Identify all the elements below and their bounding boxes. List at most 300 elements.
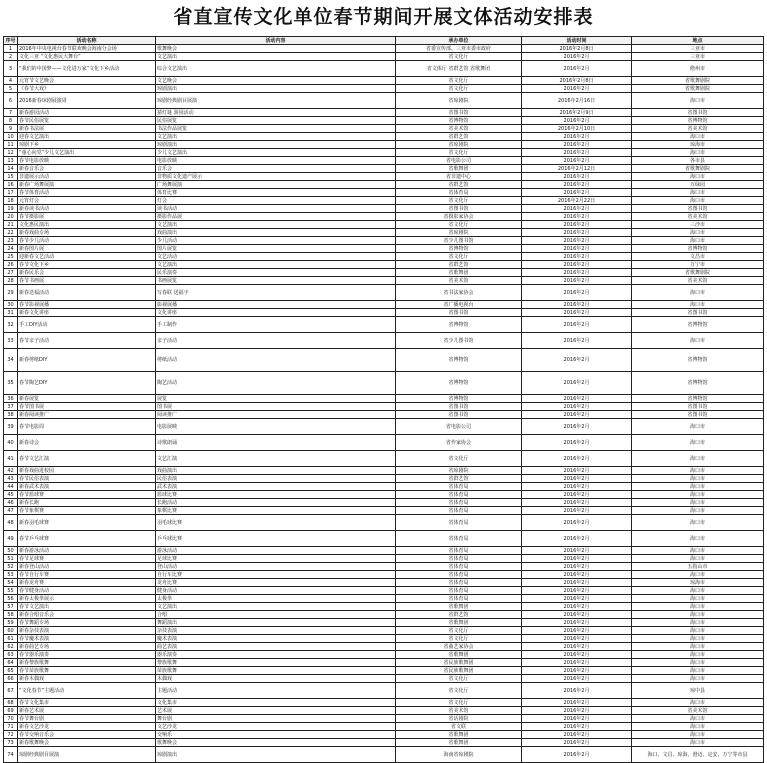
cell-no: 35 (4, 372, 18, 395)
cell-time: 2016年2月 (522, 747, 632, 763)
cell-location: 海口市 (632, 659, 764, 667)
table-row (4, 221, 764, 229)
cell-org: 省文化厅 (396, 699, 522, 707)
cell-name: 春节民俗表演 (18, 475, 156, 483)
table-row (4, 699, 764, 707)
cell-name: 新春音乐会 (18, 165, 156, 173)
cell-time: 2016年2月 (522, 372, 632, 395)
table-row (4, 245, 764, 253)
cell-no: 18 (4, 197, 18, 205)
cell-location: 海口市 (632, 491, 764, 499)
cell-time: 2016年2月 (522, 707, 632, 715)
cell-org: 省图书馆 (396, 309, 522, 317)
cell-content: 交响乐 (156, 731, 396, 739)
table-row (4, 739, 764, 747)
table-row (4, 117, 764, 125)
cell-org: 省琼剧院 (396, 93, 522, 109)
cell-content: 琼剧演出 (156, 85, 396, 93)
cell-content: 乒乓球比赛 (156, 531, 396, 547)
cell-org: 省博物馆 (396, 349, 522, 372)
cell-content: 羽毛球比赛 (156, 515, 396, 531)
cell-no: 70 (4, 715, 18, 723)
table-row (4, 133, 764, 141)
cell-org: 省民族歌舞团 (396, 659, 522, 667)
cell-content: 摄影作品展 (156, 213, 396, 221)
cell-time: 2016年2月 (522, 261, 632, 269)
cell-location: 省博物馆 (632, 117, 764, 125)
cell-time: 2016年2月 (522, 619, 632, 627)
cell-location: 海口、文昌、琼海、澄迈、定安、万宁等市县 (632, 747, 764, 763)
cell-name: 新春游园活动 (18, 109, 156, 117)
table-row (4, 715, 764, 723)
cell-name: 元宵节文艺晚会 (18, 77, 156, 85)
cell-org: 省群艺馆 (396, 181, 522, 189)
cell-content: 写春联 送福字 (156, 285, 396, 301)
cell-name: 春节影视展播 (18, 301, 156, 309)
cell-location: 海口市 (632, 333, 764, 349)
cell-no: 3 (4, 61, 18, 77)
cell-org: 省琼剧院 (396, 229, 522, 237)
table-row (4, 627, 764, 635)
cell-name: “文化春节”主题活动 (18, 683, 156, 699)
cell-org: 省群艺馆 (396, 133, 522, 141)
cell-org: 省博物馆 (396, 317, 522, 333)
cell-time: 2016年2月 (522, 205, 632, 213)
cell-time: 2016年2月 (522, 333, 632, 349)
cell-org: 省少儿图书馆 (396, 237, 522, 245)
cell-content: 歌舞晚会 (156, 739, 396, 747)
cell-time: 2016年2月 (522, 237, 632, 245)
cell-org: 省歌舞团 (396, 269, 522, 277)
table-row (4, 109, 764, 117)
cell-content: 长跑活动 (156, 499, 396, 507)
cell-content: 文艺晚会 (156, 77, 396, 85)
cell-content: 木偶戏 (156, 675, 396, 683)
cell-time: 2016年2月 (522, 309, 632, 317)
cell-content: 阅读推广 (156, 411, 396, 419)
cell-no: 20 (4, 213, 18, 221)
cell-no: 24 (4, 245, 18, 253)
cell-org: 省歌舞团 (396, 619, 522, 627)
cell-name: 新春游泳活动 (18, 547, 156, 555)
cell-name: 新春阅读推广 (18, 411, 156, 419)
cell-no: 32 (4, 317, 18, 333)
table-row (4, 587, 764, 595)
cell-content: 苗族歌舞 (156, 667, 396, 675)
cell-time: 2016年2月 (522, 547, 632, 555)
cell-no: 37 (4, 403, 18, 411)
cell-time: 2016年2月 (522, 277, 632, 285)
cell-org: 省体育局 (396, 547, 522, 555)
table-row (4, 619, 764, 627)
cell-name: 琼剧经典剧目展演 (18, 747, 156, 763)
cell-name: 春节陶艺DIY (18, 372, 156, 395)
table-row (4, 515, 764, 531)
cell-content: 曲艺表演 (156, 643, 396, 651)
cell-name: 新春展览 (18, 395, 156, 403)
table-row (4, 419, 764, 435)
cell-time: 2016年2月 (522, 181, 632, 189)
cell-org: 省群艺馆 (396, 261, 522, 269)
cell-location: 三亚市 (632, 53, 764, 61)
cell-content: 文艺演出 (156, 221, 396, 229)
cell-org: 省曲艺家协会 (396, 643, 522, 651)
cell-name: 春节舞台剧 (18, 715, 156, 723)
cell-no: 43 (4, 475, 18, 483)
cell-no: 21 (4, 221, 18, 229)
cell-time: 2016年2月 (522, 659, 632, 667)
cell-name: 新春黎族歌舞 (18, 659, 156, 667)
cell-time: 2016年2月 (522, 141, 632, 149)
cell-org: 省美术馆 (396, 277, 522, 285)
cell-no: 31 (4, 309, 18, 317)
cell-time: 2016年2月 (522, 491, 632, 499)
cell-time: 2016年2月 (522, 475, 632, 483)
cell-no: 33 (4, 333, 18, 349)
cell-no: 12 (4, 149, 18, 157)
cell-name: 春节少儿活动 (18, 237, 156, 245)
header-content: 活动内容 (156, 37, 396, 45)
cell-org: 省体育局 (396, 189, 522, 197)
cell-no: 60 (4, 627, 18, 635)
cell-no: 6 (4, 93, 18, 109)
cell-time: 2016年2月 (522, 117, 632, 125)
table-row (4, 205, 764, 213)
cell-content: 琼剧演出 (156, 747, 396, 763)
cell-location: 省博物馆 (632, 317, 764, 333)
cell-name: 春节摄影展 (18, 213, 156, 221)
table-header-row (4, 37, 764, 45)
cell-location: 海口市 (632, 595, 764, 603)
table-row (4, 635, 764, 643)
cell-name: 春节书画展 (18, 277, 156, 285)
cell-time: 2016年2月 (522, 61, 632, 77)
cell-location: 省图书馆 (632, 109, 764, 117)
table-row (4, 507, 764, 515)
cell-name: 新春图片展 (18, 245, 156, 253)
cell-time: 2016年2月 (522, 229, 632, 237)
cell-name: 文化惠民演出 (18, 221, 156, 229)
table-row (4, 483, 764, 491)
cell-content: 书画展览 (156, 277, 396, 285)
cell-name: 春节舞蹈专场 (18, 619, 156, 627)
cell-location: 海口市 (632, 739, 764, 747)
cell-location: 海口市 (632, 419, 764, 435)
cell-no: 45 (4, 491, 18, 499)
cell-org: 省博物馆 (396, 372, 522, 395)
table-row (4, 451, 764, 467)
cell-content: 魔术表演 (156, 635, 396, 643)
cell-time: 2016年2月 (522, 587, 632, 595)
cell-name: 迎春文艺演出 (18, 133, 156, 141)
cell-location: 省博物馆 (632, 372, 764, 395)
table-row (4, 411, 764, 419)
cell-content: 戏曲演出 (156, 229, 396, 237)
table-row (4, 667, 764, 675)
cell-name: 春节篮球赛 (18, 491, 156, 499)
cell-no: 26 (4, 261, 18, 269)
cell-time: 2016年2月 (522, 213, 632, 221)
cell-org: 省歌舞团 (396, 731, 522, 739)
cell-time: 2016年2月22日 (522, 197, 632, 205)
cell-name: 新春龙舟赛 (18, 579, 156, 587)
cell-org: 省图书馆 (396, 109, 522, 117)
cell-no: 11 (4, 141, 18, 149)
cell-location: 海口市 (632, 587, 764, 595)
cell-name: 文化三亚 “文化惠民大舞台” (18, 53, 156, 61)
table-row (4, 499, 764, 507)
table-row (4, 475, 764, 483)
cell-content: 舞台剧 (156, 715, 396, 723)
cell-time: 2016年2月 (522, 563, 632, 571)
cell-location: 海口市 (632, 435, 764, 451)
cell-no: 62 (4, 643, 18, 651)
cell-content: 音乐会 (156, 165, 396, 173)
cell-location: 省美术馆 (632, 213, 764, 221)
cell-name: 新春太极拳展示 (18, 595, 156, 603)
cell-time: 2016年2月 (522, 571, 632, 579)
cell-location: 海口市 (632, 651, 764, 659)
cell-org: 省美术馆 (396, 125, 522, 133)
cell-name: 春节文艺演出 (18, 603, 156, 611)
cell-no: 72 (4, 731, 18, 739)
cell-content: 黎族歌舞 (156, 659, 396, 667)
cell-time: 2016年2月 (522, 651, 632, 659)
cell-no: 39 (4, 419, 18, 435)
cell-org: 省文化厅 (396, 675, 522, 683)
cell-location: 海口市 (632, 229, 764, 237)
cell-time: 2016年2月 (522, 595, 632, 603)
cell-no: 66 (4, 675, 18, 683)
cell-time: 2016年2月 (522, 483, 632, 491)
table-row (4, 93, 764, 109)
table-row (4, 277, 764, 285)
cell-location: 省博物馆 (632, 245, 764, 253)
cell-no: 8 (4, 117, 18, 125)
cell-org: 省博物馆 (396, 395, 522, 403)
cell-name: 春节自行车赛 (18, 571, 156, 579)
cell-name: 新春武术表演 (18, 483, 156, 491)
cell-location: 省图书馆 (632, 411, 764, 419)
table-row (4, 53, 764, 61)
cell-location: 万绿园 (632, 181, 764, 189)
cell-content: 图片展览 (156, 245, 396, 253)
cell-org: 省体育局 (396, 483, 522, 491)
cell-content: 展览 (156, 395, 396, 403)
cell-no: 1 (4, 45, 18, 53)
cell-org: 省摄影家协会 (396, 213, 522, 221)
cell-location: 海口市 (632, 699, 764, 707)
cell-no: 34 (4, 349, 18, 372)
cell-name: 春节亲子活动 (18, 333, 156, 349)
cell-time: 2016年2月 (522, 221, 632, 229)
cell-org: 省文化厅 (396, 149, 522, 157)
cell-name: 新春民乐会 (18, 269, 156, 277)
cell-content: 登山活动 (156, 563, 396, 571)
cell-name: 新春合唱音乐会 (18, 611, 156, 619)
cell-location: 省图书馆 (632, 403, 764, 411)
cell-content: 合唱 (156, 611, 396, 619)
cell-org: 省电影公司 (396, 419, 522, 435)
cell-org: 省文化厅 (396, 635, 522, 643)
table-row (4, 707, 764, 715)
cell-name: 春节民俗展览 (18, 117, 156, 125)
cell-org: 省文化厅 (396, 77, 522, 85)
table-row (4, 563, 764, 571)
cell-name: 迎新春文艺活动 (18, 253, 156, 261)
cell-no: 36 (4, 395, 18, 403)
cell-time: 2016年2月 (522, 349, 632, 372)
cell-content: 文化讲座 (156, 309, 396, 317)
cell-location: 省美术馆 (632, 277, 764, 285)
cell-location: 海口市 (632, 603, 764, 611)
cell-no: 71 (4, 723, 18, 731)
cell-location: 海口市 (632, 571, 764, 579)
cell-org: 省书法家协会 (396, 285, 522, 301)
table-row (4, 125, 764, 133)
cell-org: 省图书馆 (396, 403, 522, 411)
cell-content: 非物质文化遗产展示 (156, 173, 396, 181)
cell-content: 读书活动 (156, 205, 396, 213)
table-row (4, 531, 764, 547)
cell-no: 19 (4, 205, 18, 213)
cell-content: 民俗展览 (156, 117, 396, 125)
cell-name: 春节文化下乡 (18, 261, 156, 269)
cell-time: 2016年2月 (522, 435, 632, 451)
cell-name: 2016新春琼剧展演周 (18, 93, 156, 109)
cell-content: 猜灯谜 游园活动 (156, 109, 396, 117)
table-row (4, 149, 764, 157)
cell-org: 省文化厅 (396, 451, 522, 467)
cell-location: 省图书馆 (632, 309, 764, 317)
table-row (4, 213, 764, 221)
cell-time: 2016年2月9日 (522, 109, 632, 117)
cell-location: 海口市 (632, 627, 764, 635)
cell-name: 新春送福活动 (18, 285, 156, 301)
cell-name: 新春木偶戏 (18, 675, 156, 683)
cell-name: 新春书法展 (18, 125, 156, 133)
cell-time: 2016年2月 (522, 133, 632, 141)
cell-time: 2016年2月 (522, 403, 632, 411)
cell-content: 舞蹈演出 (156, 619, 396, 627)
table-row (4, 165, 764, 173)
cell-location: 省歌舞剧院 (632, 269, 764, 277)
cell-name: “我们的中国梦——文化进万家”文化下乡活动 (18, 61, 156, 77)
cell-time: 2016年2月 (522, 173, 632, 181)
table-row (4, 675, 764, 683)
cell-org: 省体育局 (396, 579, 522, 587)
cell-location: 省博物馆 (632, 349, 764, 372)
cell-org: 省体育局 (396, 507, 522, 515)
cell-org: 省文联 (396, 723, 522, 731)
cell-name: 春节魔术表演 (18, 635, 156, 643)
cell-name: 春节健身活动 (18, 587, 156, 595)
cell-location: 海口市 (632, 507, 764, 515)
table-row (4, 683, 764, 699)
cell-name: “童心向党”少儿文艺演出 (18, 149, 156, 157)
cell-time: 2016年2月 (522, 411, 632, 419)
cell-time: 2016年2月 (522, 85, 632, 93)
cell-org: 省体育局 (396, 595, 522, 603)
cell-no: 28 (4, 277, 18, 285)
cell-org: 省图书馆 (396, 411, 522, 419)
cell-location: 海口市 (632, 635, 764, 643)
table-row (4, 229, 764, 237)
cell-org: 省文化厅 (396, 197, 522, 205)
header-no: 序号 (5, 37, 16, 44)
cell-content: 文艺演出 (156, 53, 396, 61)
cell-time: 2016年2月12日 (522, 165, 632, 173)
cell-no: 65 (4, 667, 18, 675)
table-row (4, 611, 764, 619)
cell-content: 书法作品展览 (156, 125, 396, 133)
cell-content: 文艺演出 (156, 133, 396, 141)
cell-time: 2016年2月 (522, 675, 632, 683)
cell-name: 琼剧下乡 (18, 141, 156, 149)
table-row (4, 603, 764, 611)
cell-content: 诗歌朗诵 (156, 435, 396, 451)
cell-no: 41 (4, 451, 18, 467)
cell-no: 10 (4, 133, 18, 141)
cell-org: 省群艺馆 (396, 475, 522, 483)
table-row (4, 197, 764, 205)
cell-no: 7 (4, 109, 18, 117)
cell-no: 14 (4, 165, 18, 173)
table-row (4, 659, 764, 667)
cell-org: 省非遗中心 (396, 173, 522, 181)
cell-no: 68 (4, 699, 18, 707)
cell-name: 春节图书展 (18, 403, 156, 411)
cell-name: 新春诗会 (18, 435, 156, 451)
cell-time: 2016年2月 (522, 149, 632, 157)
table-row (4, 173, 764, 181)
table-row (4, 435, 764, 451)
cell-content: 琼剧演出 (156, 141, 396, 149)
cell-name: 元宵灯会 (18, 197, 156, 205)
table-row (4, 372, 764, 395)
cell-content: 广场舞展演 (156, 181, 396, 189)
cell-name: 新春艺术展 (18, 707, 156, 715)
cell-content: 电影展映 (156, 419, 396, 435)
cell-time: 2016年2月 (522, 269, 632, 277)
table-row (4, 269, 764, 277)
cell-location: 琼中县 (632, 683, 764, 699)
cell-no: 51 (4, 555, 18, 563)
cell-no: 61 (4, 635, 18, 643)
cell-no: 52 (4, 563, 18, 571)
cell-content: 少儿文艺演出 (156, 149, 396, 157)
cell-org: 省体育局 (396, 571, 522, 579)
cell-content: 剪纸活动 (156, 349, 396, 372)
cell-location: 文昌市 (632, 253, 764, 261)
cell-location: 海口市 (632, 547, 764, 555)
cell-location: 海口市 (632, 643, 764, 651)
cell-content: 艺术展 (156, 707, 396, 715)
cell-name: 春节足球赛 (18, 555, 156, 563)
cell-no: 22 (4, 229, 18, 237)
cell-name: 春节文化集市 (18, 699, 156, 707)
cell-org: 省文化厅 (396, 683, 522, 699)
cell-no: 56 (4, 595, 18, 603)
cell-location: 省美术馆 (632, 707, 764, 715)
cell-time: 2016年2月 (522, 739, 632, 747)
cell-location: 海口市 (632, 285, 764, 301)
cell-org: 省歌舞团 (396, 651, 522, 659)
cell-org: 省文化厅 (396, 53, 522, 61)
cell-content: 陶艺活动 (156, 372, 396, 395)
cell-time: 2016年2月 (522, 467, 632, 475)
cell-org: 省广播电视台 (396, 301, 522, 309)
